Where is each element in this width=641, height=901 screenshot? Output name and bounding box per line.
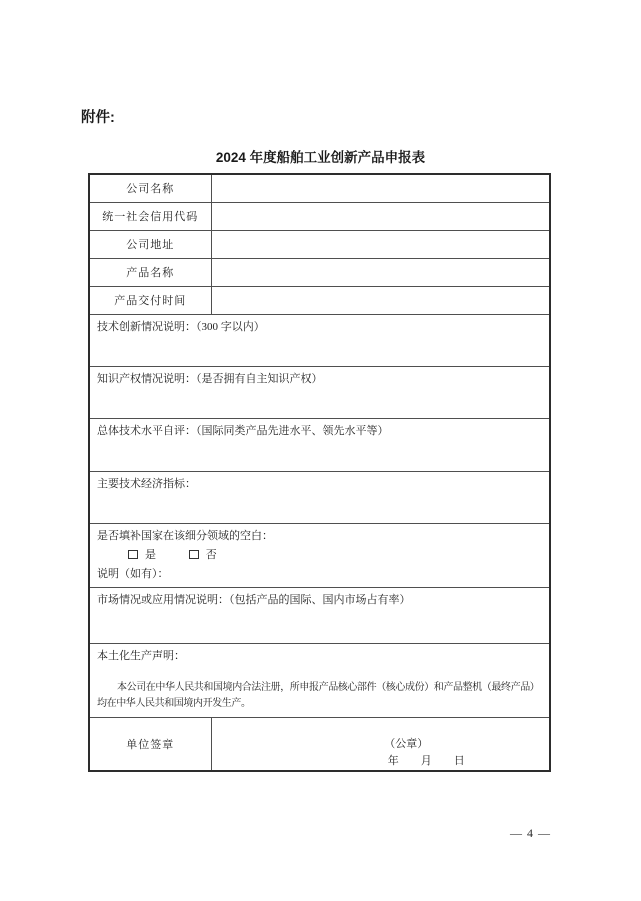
credit-code-label: 统一社会信用代码 <box>89 202 211 230</box>
table-row-market-status <box>89 587 550 643</box>
gap-filling-note-label: 说明（如有）： <box>97 567 169 580</box>
ip-status-section: 知识产权情况说明：（是否拥有自主知识产权） <box>89 366 550 418</box>
company-name-value <box>211 174 550 202</box>
document-title: 2024 年度船舶工业创新产品申报表 <box>215 150 426 165</box>
table-row-signature <box>89 717 550 771</box>
page-number: — 4 — <box>510 826 551 840</box>
table-row-tech-econ <box>89 471 550 523</box>
tech-innovation-section: 技术创新情况说明：（300 字以内） <box>89 314 550 366</box>
attachment-label: 附件: <box>81 110 115 126</box>
table-row-ip-status <box>89 366 550 418</box>
yes-checkbox-label: 是 <box>145 548 156 561</box>
signature-seal-cell <box>211 717 550 771</box>
table-row-gap-filling <box>89 523 550 587</box>
gap-filling-section <box>89 523 550 587</box>
application-form-table <box>88 173 551 772</box>
product-name-value <box>211 258 550 286</box>
table-row-delivery-time <box>89 286 550 314</box>
declaration-line-2: 均在中华人民共和国境内开发生产。 <box>97 698 251 710</box>
delivery-time-value <box>211 286 550 314</box>
tech-econ-section: 主要技术经济指标： <box>89 471 550 523</box>
localization-heading: 本土化生产声明： <box>97 649 185 662</box>
company-address-label: 公司地址 <box>89 230 211 258</box>
table-row-credit-code <box>89 202 550 230</box>
table-row-tech-innovation <box>89 314 550 366</box>
localization-declaration <box>97 680 542 713</box>
localization-section <box>89 643 550 717</box>
market-status-section: 市场情况或应用情况说明：（包括产品的国际、国内市场占有率） <box>89 587 550 643</box>
tech-level-section: 总体技术水平自评：（国际同类产品先进水平、领先水平等） <box>89 418 550 471</box>
delivery-time-label: 产品交付时间 <box>89 286 211 314</box>
table-row-company-name <box>89 174 550 202</box>
no-checkbox[interactable] <box>189 550 199 559</box>
yes-checkbox[interactable] <box>128 550 138 559</box>
gap-filling-question: 是否填补国家在该细分领域的空白： <box>97 529 273 542</box>
no-checkbox-label: 否 <box>205 548 217 561</box>
signature-label: 单位签章 <box>89 717 211 771</box>
company-name-label: 公司名称 <box>89 174 211 202</box>
table-row-localization <box>89 643 550 717</box>
table-row-product-name <box>89 258 550 286</box>
declaration-line-1: 本公司在中华人民共和国境内合法注册，所申报产品核心部件（核心成份）和产品整机（最终产品） <box>117 681 540 693</box>
credit-code-value <box>211 202 550 230</box>
date-label: 年 月 日 <box>387 754 465 767</box>
company-address-value <box>211 230 550 258</box>
table-row-company-address <box>89 230 550 258</box>
product-name-label: 产品名称 <box>89 258 211 286</box>
gap-filling-options <box>97 547 542 564</box>
table-row-tech-level <box>89 418 550 471</box>
seal-label: （公章） <box>384 737 429 750</box>
